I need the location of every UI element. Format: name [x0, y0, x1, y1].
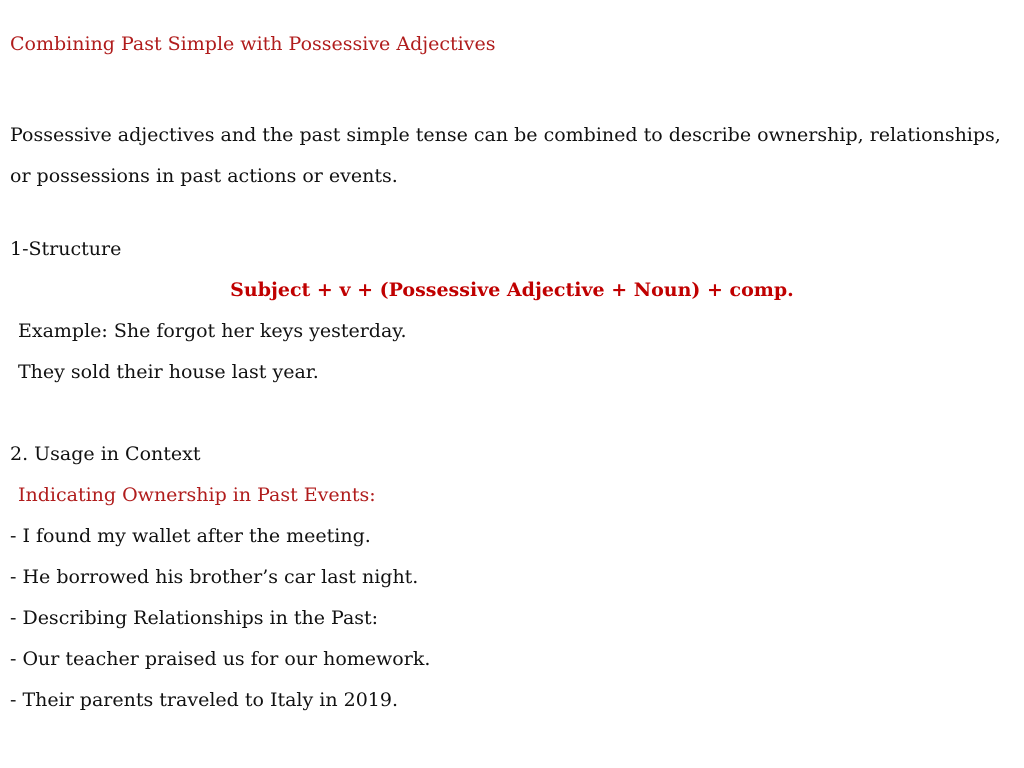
- usage-subheading: Indicating Ownership in Past Events:: [18, 484, 376, 506]
- usage-item: - Our teacher praised us for our homework.: [10, 648, 431, 670]
- example-sentence-1: Example: She forgot her keys yesterday.: [18, 320, 407, 342]
- usage-item: - He borrowed his brother’s car last night.: [10, 566, 419, 588]
- example-sentence-2: They sold their house last year.: [18, 361, 319, 383]
- usage-item: - Describing Relationships in the Past:: [10, 607, 379, 629]
- structure-formula: Subject + v + (Possessive Adjective + Noun) + comp.: [230, 279, 794, 301]
- structure-heading: 1-Structure: [10, 238, 122, 260]
- usage-item: - I found my wallet after the meeting.: [10, 525, 371, 547]
- usage-heading: 2. Usage in Context: [10, 443, 201, 465]
- usage-item: - Their parents traveled to Italy in 2019.: [10, 689, 399, 711]
- intro-paragraph: Possessive adjectives and the past simple tense can be combined to describe ownership, relationships, or possessions in past actions or events.: [10, 124, 1001, 187]
- page-title: Combining Past Simple with Possessive Adjectives: [10, 33, 496, 55]
